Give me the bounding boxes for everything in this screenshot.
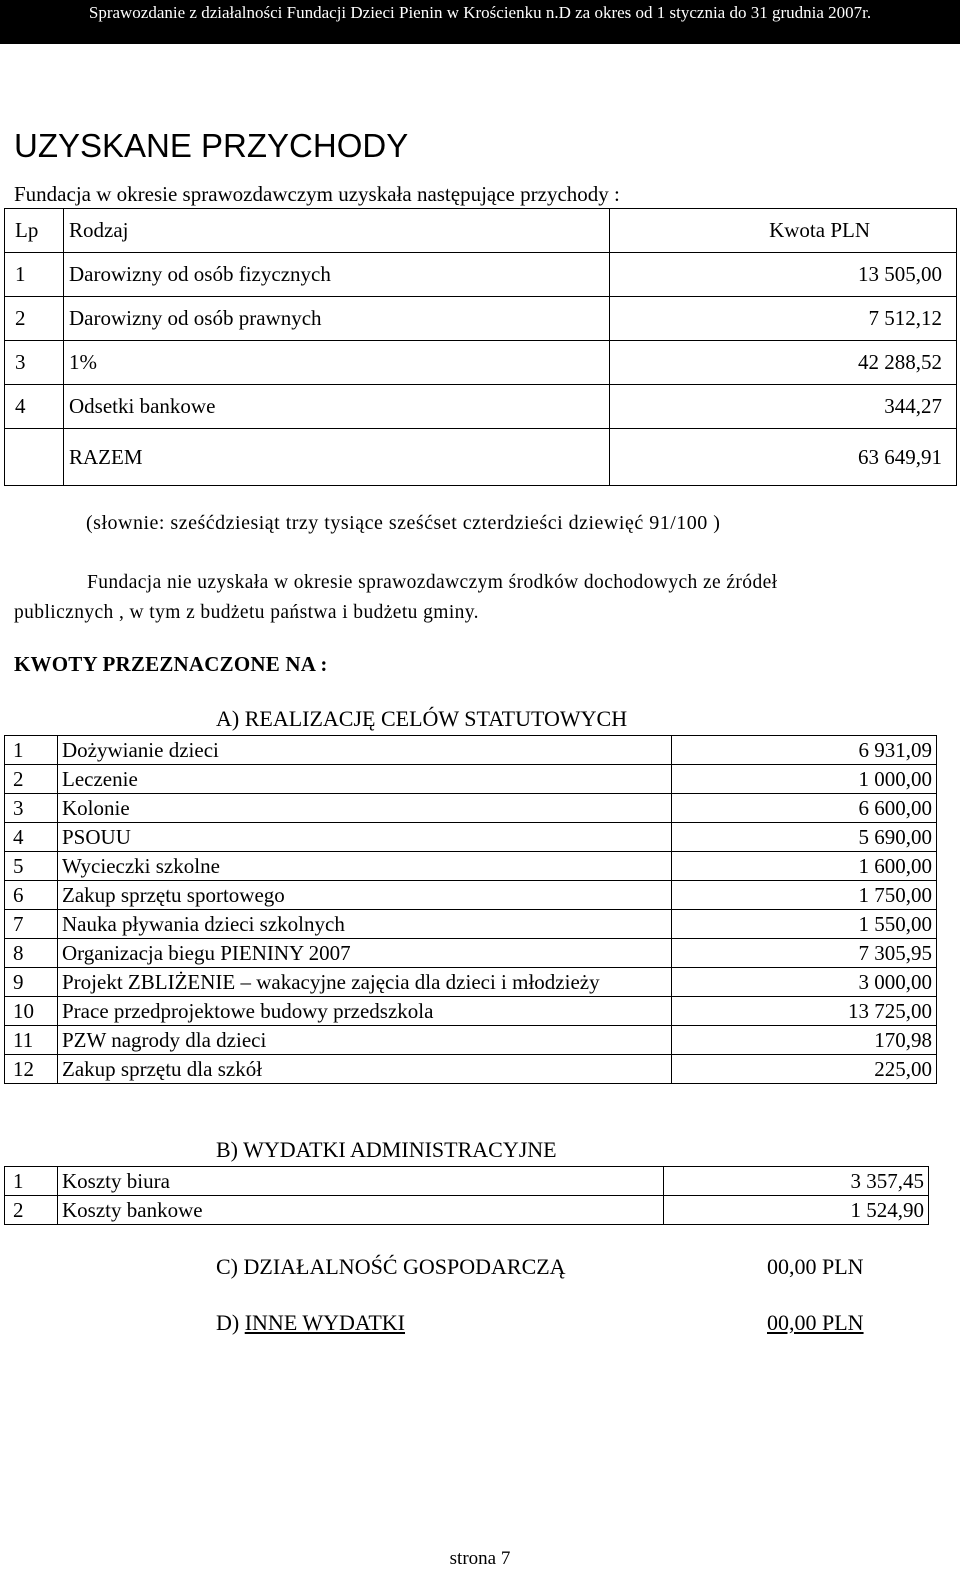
table-row xyxy=(5,852,937,881)
table-row xyxy=(5,881,937,910)
section-c-label: C) DZIAŁALNOŚĆ GOSPODARCZĄ xyxy=(216,1254,566,1279)
admin-costs-table xyxy=(4,1166,929,1225)
row-amount: 7 512,12 xyxy=(610,297,957,341)
income-table xyxy=(4,208,957,486)
row-name: Odsetki bankowe xyxy=(64,385,610,429)
row-amount: 1 524,90 xyxy=(664,1196,929,1225)
intro-text: Fundacja w okresie sprawozdawczym uzyskała następujące przychody : xyxy=(14,182,620,206)
table-row xyxy=(5,385,957,429)
row-amount: 5 690,00 xyxy=(672,823,937,852)
section-c-amount: 00,00 PLN xyxy=(767,1254,864,1279)
table-header-row xyxy=(5,209,957,253)
row-amount: 1 600,00 xyxy=(672,852,937,881)
table-row xyxy=(5,794,937,823)
row-name: Darowizny od osób prawnych xyxy=(64,297,610,341)
table-row xyxy=(5,997,937,1026)
table-row xyxy=(5,1167,929,1196)
row-name: PZW nagrody dla dzieci xyxy=(58,1026,672,1055)
row-name: PSOUU xyxy=(58,823,672,852)
row-name: Koszty bankowe xyxy=(58,1196,664,1225)
table-row xyxy=(5,1026,937,1055)
row-lp: 2 xyxy=(5,297,64,341)
table-row xyxy=(5,1196,929,1225)
table-row xyxy=(5,765,937,794)
row-lp: 1 xyxy=(5,1167,58,1196)
row-lp: 3 xyxy=(5,341,64,385)
header-rodzaj: Rodzaj xyxy=(64,209,610,253)
row-amount: 225,00 xyxy=(672,1055,937,1084)
public-funds-paragraph xyxy=(14,568,944,628)
row-lp: 6 xyxy=(5,881,58,910)
total-row xyxy=(5,429,957,486)
row-name: Dożywianie dzieci xyxy=(58,736,672,765)
row-amount: 13 505,00 xyxy=(610,253,957,297)
row-lp: 3 xyxy=(5,794,58,823)
section-a-title: A) REALIZACJĘ CELÓW STATUTOWYCH xyxy=(216,706,628,731)
row-lp: 10 xyxy=(5,997,58,1026)
header-text: Sprawozdanie z działalności Fundacji Dzieci Pienin w Krościenku n.D za okres od 1 stycznia do 31 grudnia 2007r. xyxy=(88,3,872,22)
row-name: Koszty biura xyxy=(58,1167,664,1196)
table-row xyxy=(5,341,957,385)
paragraph-line: publicznych , w tym z budżetu państwa i budżetu gminy. xyxy=(14,602,479,623)
row-lp: 11 xyxy=(5,1026,58,1055)
row-name: 1% xyxy=(64,341,610,385)
row-amount: 3 000,00 xyxy=(672,968,937,997)
row-name: Nauka pływania dzieci szkolnych xyxy=(58,910,672,939)
row-amount: 170,98 xyxy=(672,1026,937,1055)
row-name: Kolonie xyxy=(58,794,672,823)
row-amount: 6 600,00 xyxy=(672,794,937,823)
row-lp: 12 xyxy=(5,1055,58,1084)
row-amount: 42 288,52 xyxy=(610,341,957,385)
paragraph-line: Fundacja nie uzyskała w okresie sprawozdawczym środków dochodowych ze źródeł xyxy=(87,572,778,593)
row-name: Zakup sprzętu sportowego xyxy=(58,881,672,910)
page-header xyxy=(0,0,960,44)
section-b-title: B) WYDATKI ADMINISTRACYJNE xyxy=(216,1137,557,1162)
header-kwota: Kwota PLN xyxy=(610,209,957,253)
table-row xyxy=(5,910,937,939)
row-lp: 9 xyxy=(5,968,58,997)
table-row xyxy=(5,823,937,852)
header-lp: Lp xyxy=(5,209,64,253)
row-lp: 4 xyxy=(5,385,64,429)
row-amount: 7 305,95 xyxy=(672,939,937,968)
row-lp: 4 xyxy=(5,823,58,852)
total-amount: 63 649,91 xyxy=(610,429,957,486)
row-amount: 3 357,45 xyxy=(664,1167,929,1196)
row-name: Leczenie xyxy=(58,765,672,794)
row-amount: 6 931,09 xyxy=(672,736,937,765)
section-d-row xyxy=(216,1310,405,1336)
statutory-goals-table xyxy=(4,735,937,1084)
row-name: Zakup sprzętu dla szkół xyxy=(58,1055,672,1084)
page-number: strona 7 xyxy=(449,1548,511,1569)
row-lp xyxy=(5,429,64,486)
section-title: KWOTY PRZEZNACZONE NA : xyxy=(14,652,328,676)
row-name: Darowizny od osób fizycznych xyxy=(64,253,610,297)
section-d-amount: 00,00 PLN xyxy=(767,1310,864,1335)
section-d-label: INNE WYDATKI xyxy=(244,1310,406,1335)
table-row xyxy=(5,1055,937,1084)
total-label: RAZEM xyxy=(64,429,610,486)
row-amount: 1 550,00 xyxy=(672,910,937,939)
amount-in-words: (słownie: sześćdziesiąt trzy tysiące sześćset czterdzieści dziewięć 91/100 ) xyxy=(86,512,721,534)
row-lp: 8 xyxy=(5,939,58,968)
table-row xyxy=(5,297,957,341)
row-lp: 2 xyxy=(5,1196,58,1225)
section-d-prefix: D) xyxy=(216,1310,245,1335)
row-name: Organizacja biegu PIENINY 2007 xyxy=(58,939,672,968)
row-name: Projekt ZBLIŻENIE – wakacyjne zajęcia dla dzieci i młodzieży xyxy=(58,968,672,997)
row-name: Prace przedprojektowe budowy przedszkola xyxy=(58,997,672,1026)
row-amount: 13 725,00 xyxy=(672,997,937,1026)
page-title: UZYSKANE PRZYCHODY xyxy=(14,127,409,164)
row-amount: 1 000,00 xyxy=(672,765,937,794)
table-row xyxy=(5,968,937,997)
row-name: Wycieczki szkolne xyxy=(58,852,672,881)
row-amount: 344,27 xyxy=(610,385,957,429)
table-row xyxy=(5,736,937,765)
row-lp: 1 xyxy=(5,253,64,297)
table-row xyxy=(5,253,957,297)
row-lp: 1 xyxy=(5,736,58,765)
row-lp: 5 xyxy=(5,852,58,881)
row-amount: 1 750,00 xyxy=(672,881,937,910)
table-row xyxy=(5,939,937,968)
row-lp: 7 xyxy=(5,910,58,939)
row-lp: 2 xyxy=(5,765,58,794)
